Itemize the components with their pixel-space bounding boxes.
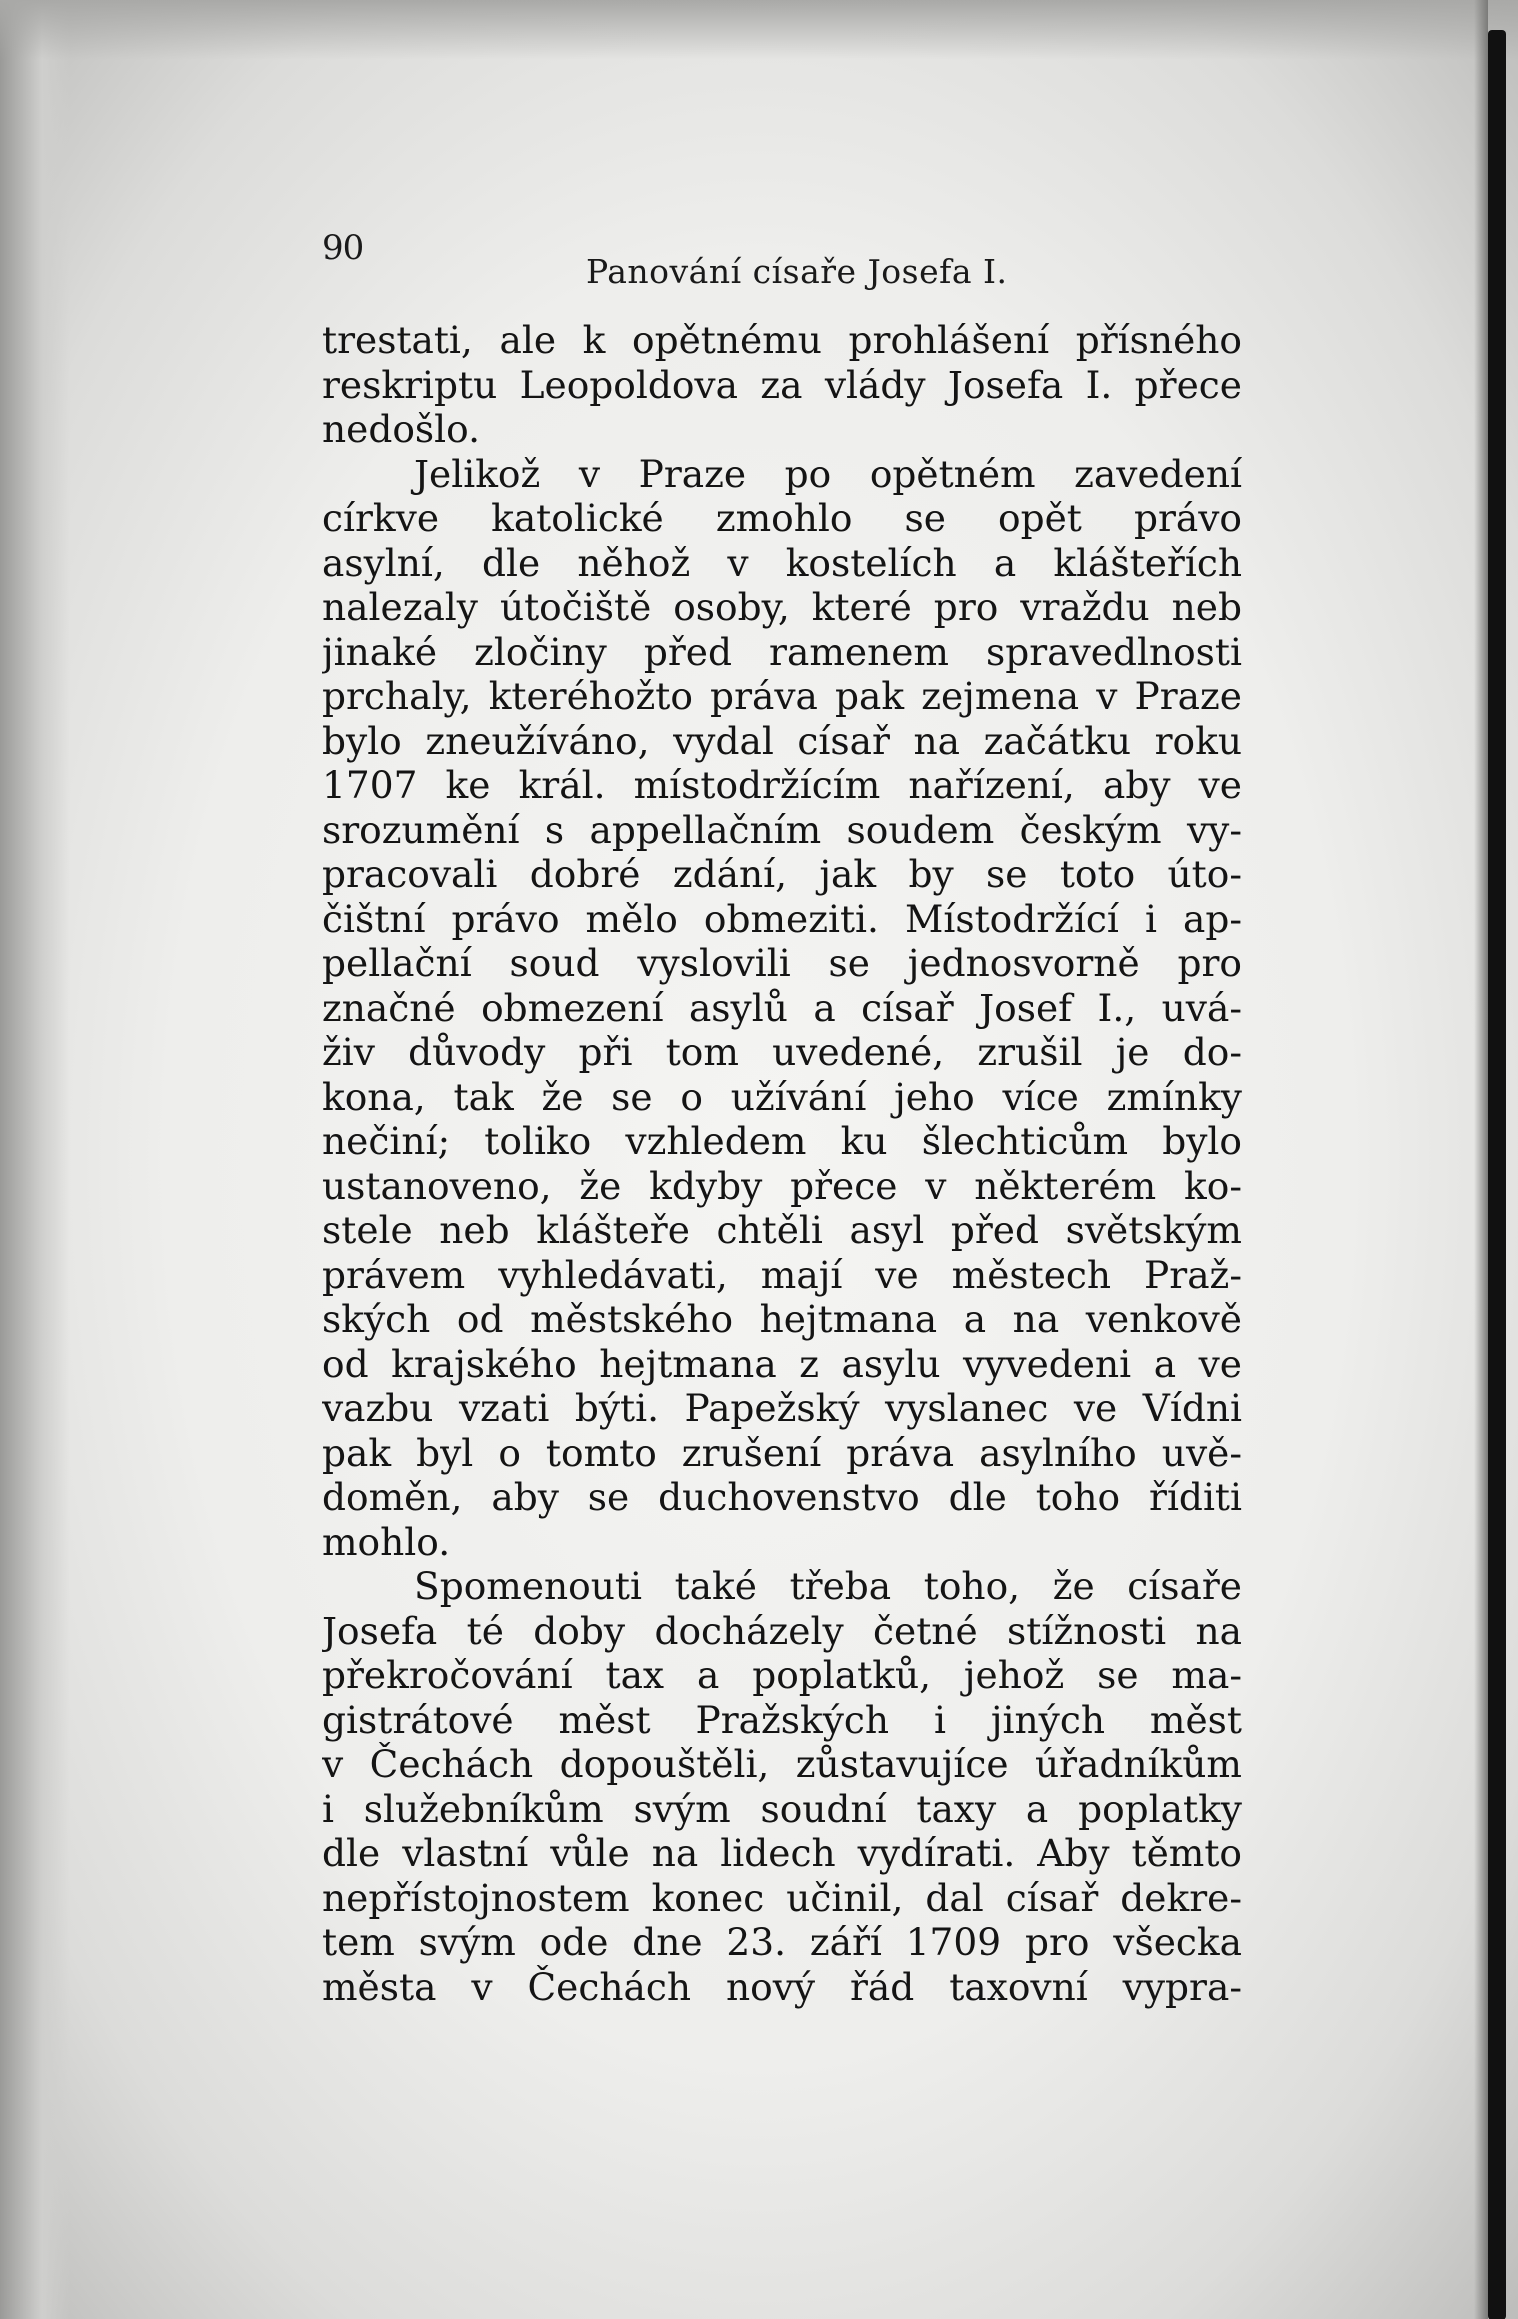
right-page-edge — [1488, 30, 1506, 2319]
text-line: asylní, dle něhož v kostelích a klášteřích — [322, 540, 1242, 585]
text-line: prchaly, kteréhožto práva pak zejmena v Praze — [322, 674, 1242, 718]
text-line: srozumění s appellačním soudem českým vy- — [322, 807, 1242, 852]
text-line: i služebníkům svým soudní taxy a poplatky — [322, 1786, 1242, 1831]
text-line: vazbu vzati býti. Papežský vyslanec ve Vídni — [322, 1386, 1242, 1430]
text-line: ustanoveno, že kdyby přece v některém ko- — [322, 1163, 1242, 1208]
running-title: Panování císaře Josefa I. — [586, 252, 1008, 291]
text-line: mohlo. — [322, 1519, 451, 1564]
text-line: ských od městského hejtmana a na venkově — [322, 1297, 1242, 1341]
body-text — [322, 318, 1242, 2009]
text-line: trestati, ale k opětnému prohlášení přísného — [322, 318, 1242, 362]
text-line: nečiní; toliko vzhledem ku šlechticům bylo — [322, 1119, 1242, 1163]
paragraph-first-line: Spomenouti také třeba toho, že císaře — [414, 1564, 1242, 1608]
text-line: nepřístojnostem konec učinil, dal císař dekre- — [322, 1875, 1242, 1920]
text-line: pellační soud vyslovili se jednosvorně pro — [322, 941, 1242, 985]
text-line: Josefa té doby docházely četné stížnosti na — [322, 1608, 1242, 1653]
text-line: 1707 ke král. místodržícím nařízení, aby ve — [322, 763, 1242, 807]
text-line: překročování tax a poplatků, jehož se ma- — [322, 1653, 1242, 1697]
right-edge-gap — [1474, 0, 1488, 2319]
text-line: nalezaly útočiště osoby, které pro vraždu neb — [322, 585, 1242, 629]
text-line: stele neb klášteře chtěli asyl před světským — [322, 1208, 1242, 1252]
text-line: od krajského hejtmana z asylu vyvedeni a ve — [322, 1341, 1242, 1386]
text-line: značné obmezení asylů a císař Josef I., uvá- — [322, 985, 1242, 1030]
text-line: dle vlastní vůle na lidech vydírati. Aby těmto — [322, 1831, 1242, 1875]
text-line: církve katolické zmohlo se opět právo — [322, 496, 1242, 540]
text-line: pracovali dobré zdání, jak by se toto úto- — [322, 852, 1242, 896]
text-line: nedošlo. — [322, 407, 481, 451]
left-binding-shadow — [0, 0, 70, 2319]
top-edge-shadow — [0, 0, 1518, 60]
text-line: doměn, aby se duchovenstvo dle toho říditi — [322, 1475, 1242, 1519]
text-line: reskriptu Leopoldova za vlády Josefa I. přece — [322, 362, 1242, 407]
text-line: jinaké zločiny před ramenem spravedlnosti — [322, 629, 1242, 674]
text-line: tem svým ode dne 23. září 1709 pro všecka — [322, 1920, 1242, 1964]
page-number: 90 — [322, 228, 364, 268]
text-line: v Čechách dopouštěli, zůstavujíce úřadníkům — [322, 1742, 1242, 1786]
text-line: bylo zneužíváno, vydal císař na začátku roku — [322, 718, 1242, 763]
text-line: právem vyhledávati, mají ve městech Praž- — [322, 1252, 1242, 1297]
text-line: živ důvody při tom uvedené, zrušil je do- — [322, 1030, 1242, 1074]
paragraph-first-line: Jelikož v Praze po opětném zavedení — [414, 451, 1242, 496]
text-line: čištní právo mělo obmeziti. Místodržící i ap- — [322, 896, 1242, 941]
text-line: kona, tak že se o užívání jeho více zmínky — [322, 1074, 1242, 1119]
text-line: gistrátové měst Pražských i jiných měst — [322, 1697, 1242, 1742]
text-line: pak byl o tomto zrušení práva asylního uvě- — [322, 1430, 1242, 1475]
page-header — [322, 228, 1282, 291]
text-line: města v Čechách nový řád taxovní vypra- — [322, 1964, 1242, 2009]
